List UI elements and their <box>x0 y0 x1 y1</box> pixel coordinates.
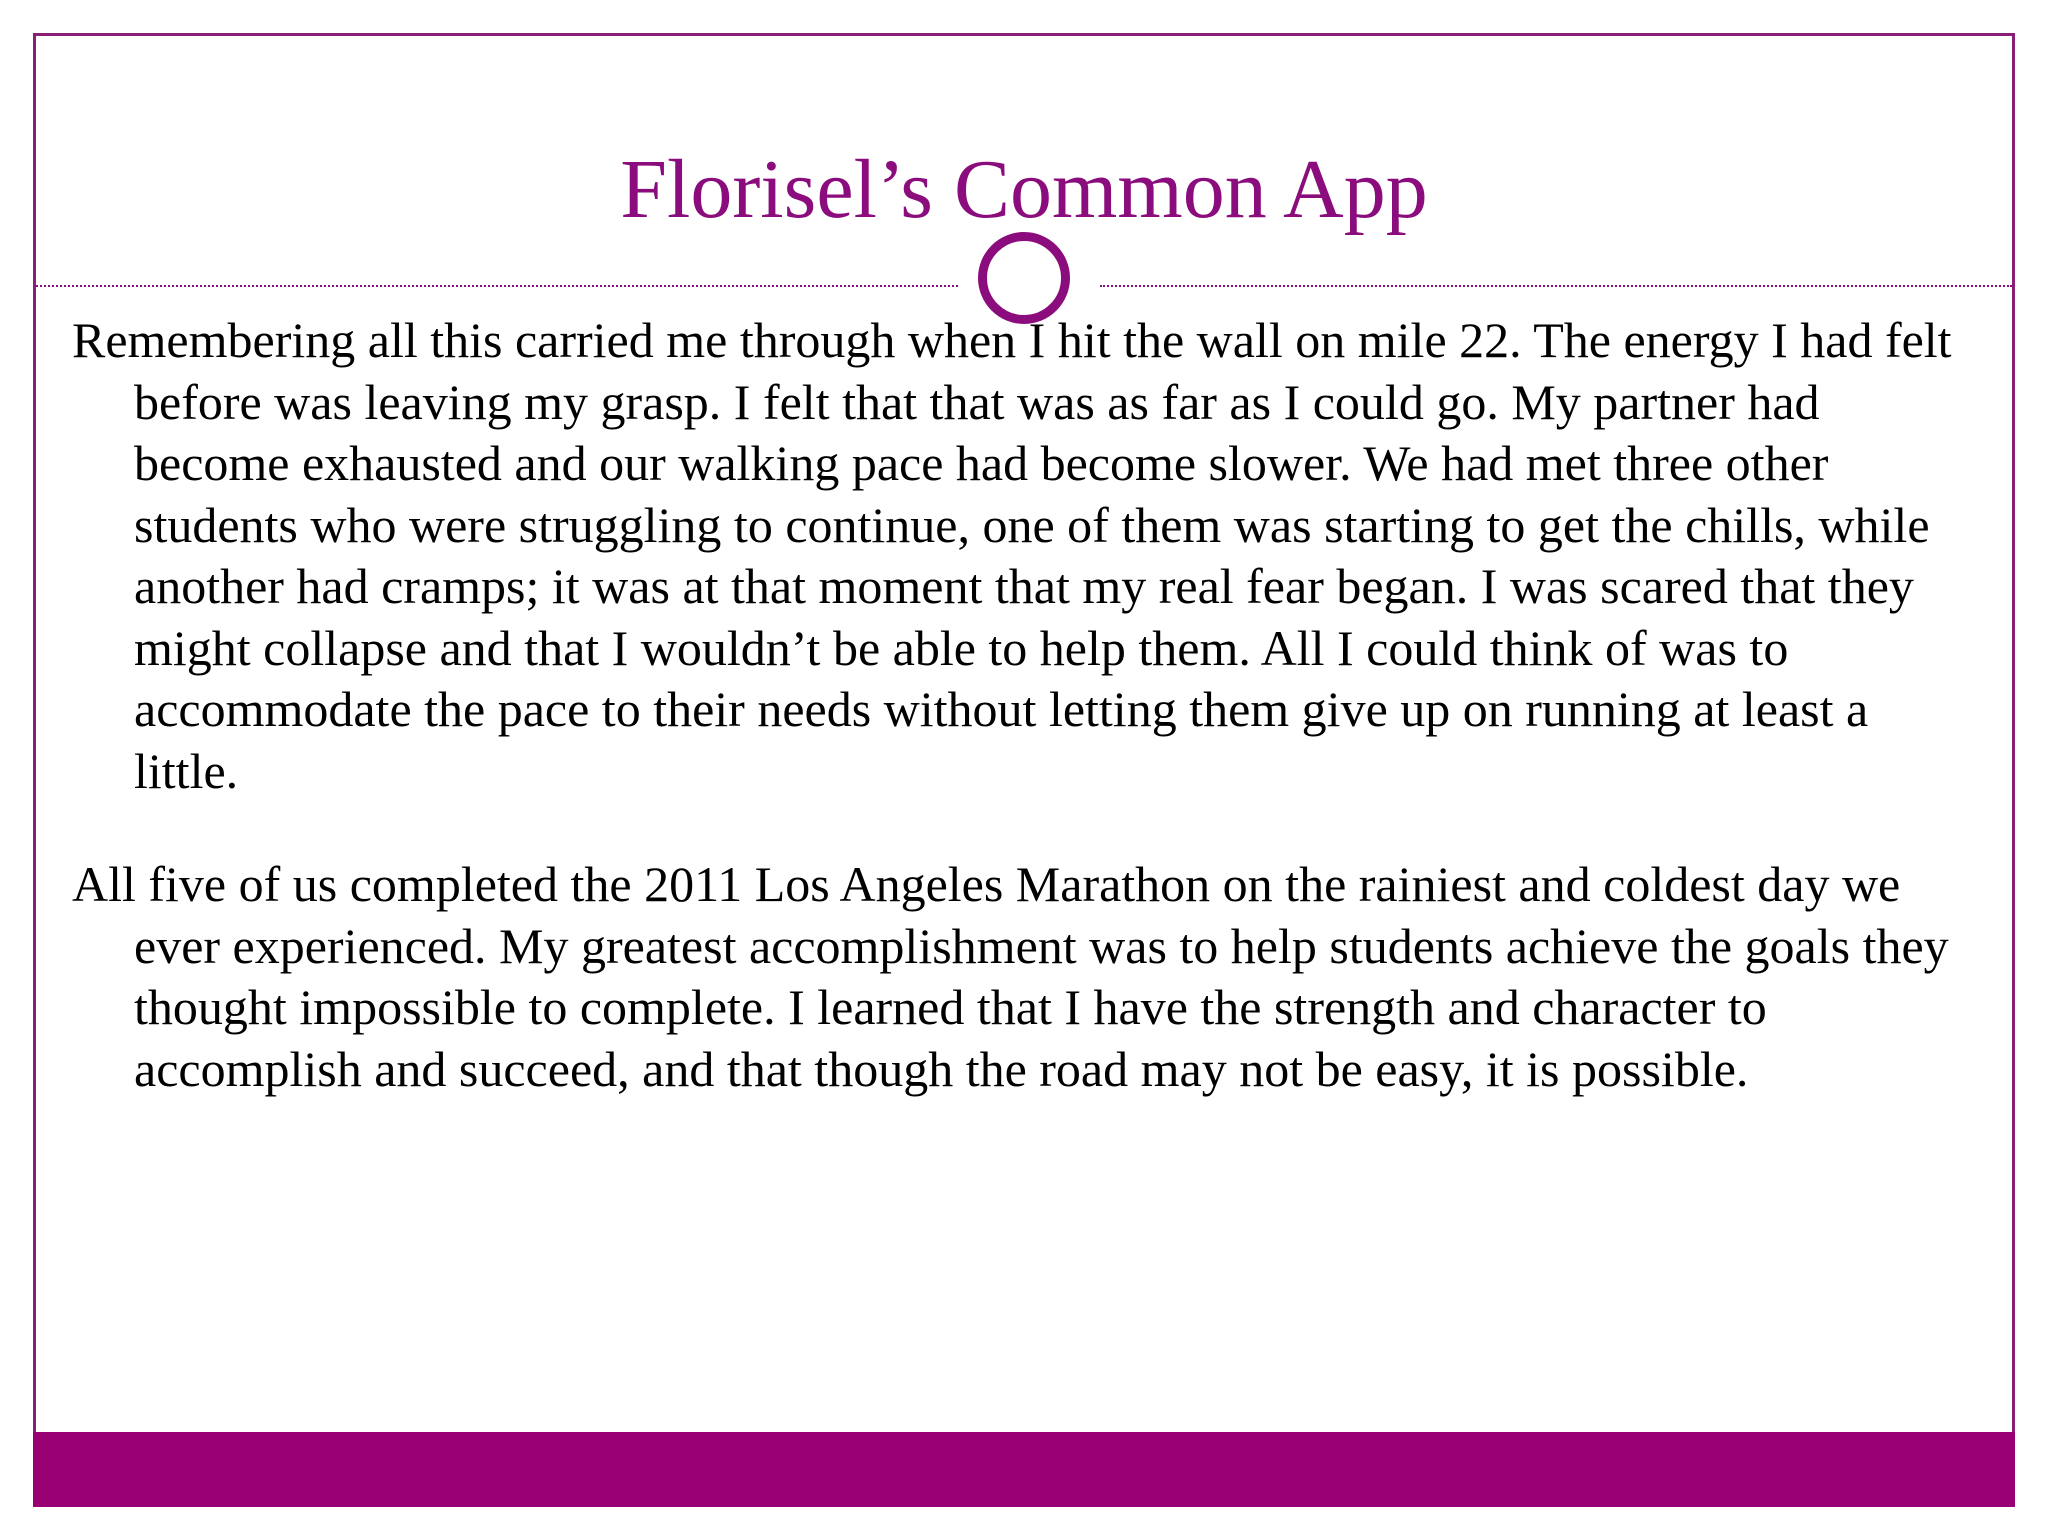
title-divider-right <box>1100 285 2012 287</box>
body-paragraph-2: All five of us completed the 2011 Los Angeles Marathon on the rainiest and coldest day we ever experienced. My greatest accomplishment was to help students achieve the goals they thought impossible to complete. I learned that I have the strength and character to accomplish and succeed, and that though the road may not be easy, it is possible. <box>72 856 1949 1097</box>
title-divider-left <box>36 285 958 287</box>
slide-body <box>72 310 1972 1152</box>
slide-title: Florisel’s Common App <box>620 143 1428 236</box>
footer-bar <box>33 1432 2015 1507</box>
body-paragraph-1: Remembering all this carried me through when I hit the wall on mile 22. The energy I had felt before was leaving my grasp. I felt that that was as far as I could go. My partner had become exhausted and our walking pace had become slower. We had met three other students who were struggling to continue, one of them was starting to get the chills, while another had cramps; it was at that moment that my real fear began. I was scared that they might collapse and that I wouldn’t be able to help them. All I could think of was to accommodate the pace to their needs without letting them give up on running at least a little. <box>72 312 1952 799</box>
